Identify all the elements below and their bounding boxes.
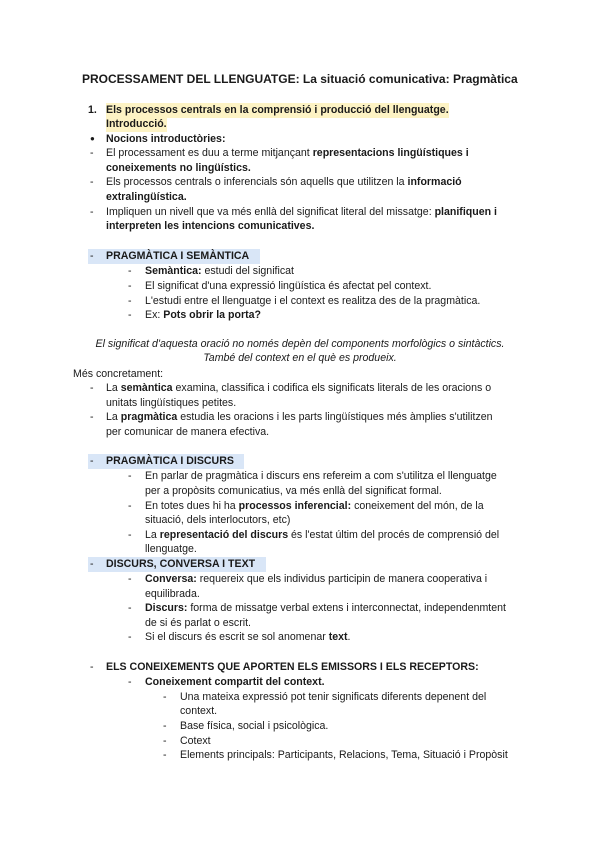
section-heading: DISCURS, CONVERSA I TEXT — [106, 558, 256, 570]
text-run: En totes dues hi ha — [145, 500, 239, 512]
list-item-cont: de si és parlat o escrit. — [145, 617, 251, 629]
dash-marker: - — [128, 470, 132, 482]
bold-run: processos inferencial: — [238, 500, 352, 512]
section-heading-line2: Introducció. — [106, 118, 167, 130]
dash-marker: - — [90, 206, 94, 218]
list-item-cont: coneixements no lingüístics. — [106, 162, 251, 174]
list-item: En parlar de pragmàtica i discurs ens refereim a com s'utilitza el llenguatge — [145, 470, 497, 482]
list-item — [145, 572, 487, 587]
list-item — [145, 601, 506, 616]
list-item — [106, 205, 497, 220]
list-item — [145, 499, 484, 514]
dash-marker: - — [90, 250, 94, 262]
dash-marker: - — [90, 411, 94, 423]
bold-run: representacions lingüístiques i — [312, 147, 469, 159]
text-run: Els processos centrals o inferencials són aquells que utilitzen la — [106, 176, 408, 188]
page-title: PROCESSAMENT DEL LLENGUATGE: La situació comunicativa: Pragmàtica — [82, 72, 518, 86]
list-item-cont: context. — [180, 705, 218, 717]
dash-marker: - — [128, 295, 132, 307]
list-item — [145, 630, 351, 645]
list-item: Cotext — [180, 735, 211, 747]
bold-run: Discurs: — [145, 602, 188, 614]
bold-run: planifiquen i — [434, 206, 497, 218]
dash-marker: - — [90, 147, 94, 159]
section-heading: PRAGMÀTICA I DISCURS — [106, 455, 234, 467]
list-item — [106, 410, 493, 425]
bold-run: pragmàtica — [120, 411, 178, 423]
text-run: Ex: — [145, 309, 164, 321]
bold-run: text — [328, 631, 348, 643]
text-run: La — [145, 529, 160, 541]
list-item: Elements principals: Participants, Relacions, Tema, Situació i Propòsit — [180, 749, 508, 761]
dash-marker: - — [128, 631, 132, 643]
note-line1: El significat d'aquesta oració no només depèn del components morfològics o sintàctics. — [95, 338, 505, 350]
list-item-cont: extralingüística. — [106, 191, 187, 203]
text-run: examina, classifica i codifica els significats literals de les oracions o — [172, 382, 492, 394]
list-item-cont: per comunicar de manera efectiva. — [106, 426, 270, 438]
bold-run: Conversa: — [145, 573, 197, 585]
text-run: Impliquen un nivell que va més enllà del significat literal del missatge: — [106, 206, 435, 218]
subheading: Coneixement compartit del context. — [145, 676, 325, 688]
list-item — [145, 528, 499, 543]
intro-text: Més concretament: — [73, 368, 164, 380]
bold-run: semàntica — [120, 382, 173, 394]
text-run: estudi del significat — [201, 265, 294, 277]
text-run: coneixement del món, de la — [351, 500, 484, 512]
text-run: . — [347, 631, 351, 643]
dash-marker: - — [163, 735, 167, 747]
section-heading-line1: Els processos centrals en la comprensió i producció del llenguatge. — [106, 104, 449, 116]
text-run: El processament es duu a terme mitjançant — [106, 147, 313, 159]
dash-marker: - — [90, 455, 94, 467]
list-item — [106, 146, 469, 161]
dash-marker: - — [128, 500, 132, 512]
dash-marker: - — [128, 573, 132, 585]
list-item: El significat d'una expressió lingüística és afectat pel context. — [145, 280, 432, 292]
section-heading: ELS CONEIXEMENTS QUE APORTEN ELS EMISSORS I ELS RECEPTORS: — [106, 661, 479, 673]
section-number: 1. — [88, 104, 97, 116]
section-heading: PRAGMÀTICA I SEMÀNTICA — [106, 250, 250, 262]
list-item-cont: situació, dels interlocutors, etc) — [145, 514, 291, 526]
dash-marker: - — [128, 602, 132, 614]
dash-marker: - — [128, 309, 132, 321]
list-item-cont: equilibrada. — [145, 588, 200, 600]
list-item-cont: llenguatge. — [145, 543, 197, 555]
text-run: La — [106, 411, 121, 423]
dash-marker: - — [90, 661, 94, 673]
list-item — [145, 264, 294, 279]
bold-run: Pots obrir la porta? — [163, 309, 261, 321]
text-run: forma de missatge verbal extens i interconnectat, independenmtent — [187, 602, 506, 614]
list-item: L'estudi entre el llenguatge i el context es realitza des de la pragmàtica. — [145, 295, 481, 307]
list-item — [106, 175, 462, 190]
text-run: requereix que els individus participin de manera cooperativa i — [196, 573, 488, 585]
dash-marker: - — [90, 382, 94, 394]
note-line2: També del context en el què es produeix. — [203, 352, 397, 364]
dash-marker: - — [128, 280, 132, 292]
list-item — [106, 381, 491, 396]
dash-marker: - — [128, 529, 132, 541]
list-item-cont: per a propòsits comunicatius, va més enllà del significat formal. — [145, 485, 442, 497]
dash-marker: - — [128, 676, 132, 688]
text-run: estudia les oracions i les parts lingüístiques més àmplies s'utilitzen — [177, 411, 493, 423]
bold-run: Semàntica: — [145, 265, 202, 277]
list-item — [145, 308, 261, 323]
list-item: Base física, social i psicològica. — [180, 720, 329, 732]
dash-marker: - — [128, 265, 132, 277]
text-run: La — [106, 382, 121, 394]
dash-marker: - — [163, 749, 167, 761]
dash-marker: - — [90, 558, 94, 570]
list-item-cont: unitats lingüístiques petites. — [106, 397, 237, 409]
bold-run: informació — [407, 176, 462, 188]
dash-marker: - — [90, 176, 94, 188]
dash-marker: - — [163, 720, 167, 732]
bold-run: representació del discurs — [159, 529, 289, 541]
dash-marker: - — [163, 691, 167, 703]
subheading: Nocions introductòries: — [106, 133, 226, 145]
list-item: Una mateixa expressió pot tenir significats diferents depenent del — [180, 691, 487, 703]
list-item-cont: interpreten les intencions comunicatives. — [106, 220, 315, 232]
bullet-icon: ● — [90, 134, 95, 143]
text-run: és l'estat últim del procés de comprensió del — [288, 529, 500, 541]
text-run: Si el discurs és escrit se sol anomenar — [145, 631, 329, 643]
